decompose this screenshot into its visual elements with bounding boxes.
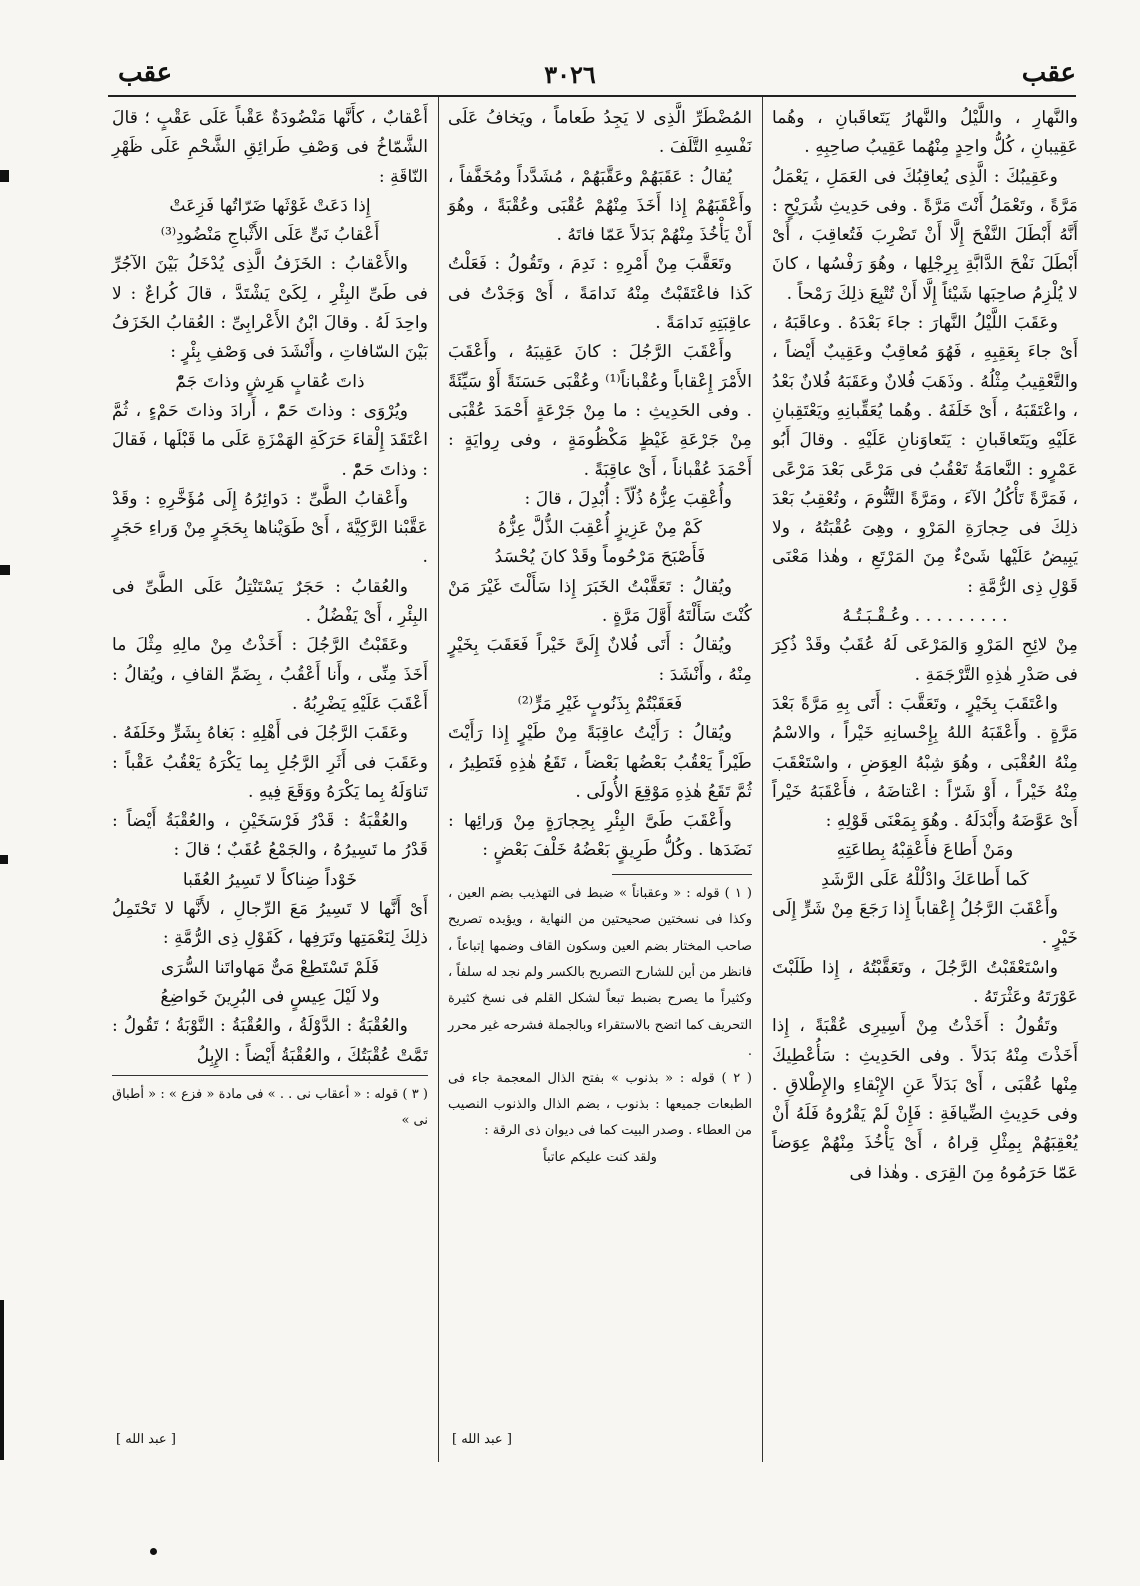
paragraph: والعُقْبَةُ : الدَّوْلَةُ ، والعُقْبَةُ : النَّوْبَةُ ؛ تَقُولُ : تَمَّتْ عُقْبَتُكَ ، والعُقْبَةُ أَيْضاً : الإِبِلُ	[112, 1016, 428, 1066]
paragraph: وأُعْقِبَ عِزُّهُ ذُلّاً : أُبْدِلَ ، قالَ :	[524, 488, 732, 509]
headword-left: عقب	[118, 58, 173, 88]
scan-mark	[0, 170, 9, 182]
paragraph: وأَعْقَبَ الرَّجُلُ إِعْقاباً إِذا رَجَعَ مِنْ شَرٍّ إِلَى خَيْرٍ .	[772, 899, 1078, 949]
paragraph: ويُرْوَى : وذاتَ حَمّْ ، أَرادَ وذاتَ حَمْءٍ ، ثُمَّ اعْتَقَدَ إِلْقاءَ حَرَكَةِ الهَمْزَةِ عَلَى ما قَبْلَها ، فَقالَ : وذاتَ حَمّْ .	[112, 400, 428, 480]
paragraph: المُضْطَرِّ الَّذِى لا يَجِدُ طَعاماً ، ويَخافُ عَلَى نَفْسِهِ التَّلَفَ .	[448, 108, 752, 158]
paragraph: والعُقْبَةُ : قَدْرُ فَرْسَخَيْنِ ، والعُقْبَةُ أَيْضاً : قَدْرُ ما تَسِيرُهُ ، والجَمْعُ عُقَبٌ ؛ قالَ :	[112, 811, 428, 861]
signature: [ عبد الله ]	[452, 1432, 512, 1447]
verse-line: خَوْداً ضِناكاً لا تَسِيرُ العُقَبا	[182, 869, 358, 890]
paragraph: أَىْ أَنَّها لا تَسِيرُ مَعَ الرِّجالِ ، لأَنَّها لا تَحْتَمِلُ ذلِكَ لِنَعْمَتِها وتَرَفِها ، كَقَوْلِ ذِى الرُّمَّةِ :	[112, 899, 428, 949]
paragraph: وعَقَبَ اللَّيْلُ النَّهارَ : جاءَ بَعْدَهُ . وعاقَبَهُ ، أَىْ جاءَ بِعَقِبِهِ ، فَهُوَ مُعاقِبٌ وعَقِيبٌ أَيْضاً ، والتَّعْقِيبُ مِثْلُهُ . وذَهَبَ فُلانٌ وعَقَبَهُ فُلانٌ بَعْدُ ، واعْتَقَبَهُ ، أَىْ خَلَفَهُ . وهُما يُعَقِّبانِهِ ويَعْتَقِبانِ عَلَيْهِ ويَتَعاقَبانِ : يَتَعاوَنانِ عَلَيْهِ . وقالَ أَبُو عَمْرٍو : النَّعامَةُ تَعْقُبُ فى مَرْعًى بَعْدَ مَرْعًى ، فَمَرَّةً تَأْكُلُ الآءَ ، ومَرَّةً التَّنُّومَ ، وتُعْقِبُ بَعْدَ ذلِكَ فى حِجارَةِ المَرْوِ ، وهِىَ عُقْبَتُهُ ، ولا يَبِيضُ عَلَيْها شَىْءٌ مِنَ المَرْتَعِ ، وهٰذا مَعْنَى قَوْلِ ذِى الرُّمَّةِ :	[772, 313, 1078, 597]
paragraph: واسْتَعْقَبْتُ الرَّجُلَ ، وتَعَقَّبْتُهُ ، إِذا طَلَبْتَ عَوْرَتَهُ وعَثْرَتَهُ .	[772, 957, 1078, 1007]
scan-dot	[150, 1548, 157, 1555]
verse-line: ومَنْ أَطاعَ فأَعْقِبْهُ بِطاعَتِهِ	[836, 840, 1014, 861]
paragraph: ويُقالُ : أَتَى فُلانٌ إِلَىَّ خَيْراً فَعَقَبَ بِخَيْرٍ مِنْهُ ، وأَنْشَدَ :	[448, 635, 752, 685]
verse-line: ولا لَيْلَ عِيسٍ فى البُرِينَ خَواضِعُ	[160, 986, 380, 1007]
column-divider-left	[438, 97, 439, 1462]
footnote: ( ٢ ) قوله : « بذنوب » بفتح الذال المعجمة جاء فى الطبعات جميعها : بذنوب ، بضم الذال والذنوب النصيب من العطاء . وصدر البيت كما فى ديوان ذى الرقة :	[448, 1070, 752, 1139]
footnote-rule	[112, 1075, 428, 1076]
footnotes	[448, 881, 752, 1171]
signature: [ عبد الله ]	[116, 1432, 176, 1447]
scan-mark	[0, 1300, 4, 1460]
paragraph: واعْتَقَبَ بِخَيْرٍ ، وتَعَقَّبَ : أَتَى بِهِ مَرَّةً بَعْدَ مَرَّةٍ . وأَعْقَبَهُ اللهُ بِإِحْسانِهِ خَيْراً ، والاسْمُ مِنْهُ العُقْبَى ، وهُوَ شِبْهُ العِوَضِ ، واسْتَعْقَبَ مِنْهُ خَيْراً ، أَوْ شَرّاً : اعْتاضَهُ ، فأَعْقَبَهُ خَيْراً أَىْ عَوَّضَهُ وأَبْدَلَهُ . وهُوَ بِمَعْنَى قَوْلِهِ :	[772, 693, 1078, 832]
headword-right: عقب	[1021, 58, 1076, 88]
paragraph: وأَعْقابُ الطَّىِّ : دَوائِرُهُ إِلَى مُؤَخَّرِهِ : وقَدْ عَقَّبْنا الرَّكِيَّةَ ، أَىْ طَوَيْناها بِحَجَرٍ مِنْ وَراءِ حَجَرٍ .	[112, 488, 428, 568]
paragraph: وأَعْقَبَ الرَّجُلَ : كانَ عَقِيبَهُ ، وأَعْقَبَ الأَمْرَ إِعْقاباً وعُقْباناً⁽¹⁾ وعُقْبَى حَسَنَةً أَوْ سَيِّئَةً . وفى الحَدِيثِ : ما مِنْ جَرْعَةٍ أَحْمَدَ عُقْبَى مِنْ جَرْعَةِ غَيْظٍ مَكْظُومَةٍ ، وفى رِوايَةٍ : أَحْمَدَ عُقْباناً ، أَىْ عاقِبَةً .	[448, 342, 753, 480]
verse-line: فَلَمْ تَسْتَطِعْ مَىٌّ مَهاواتَنا السُّرَى	[160, 957, 380, 978]
scan-mark	[0, 565, 10, 575]
paragraph: وأَعْقَبَ طَىَّ البِئْرِ بِحِجارَةٍ مِنْ وَرائِها : نَضَدَها . وكُلُّ طَرِيقٍ بَعْضُهُ خَلْفَ بَعْضٍ :	[448, 811, 752, 861]
verse-line: أَعْقابُ نَىٍّ عَلَى الأَثْباجِ مَنْضُودِ⁽³⁾	[160, 225, 380, 246]
footnote: ( ٣ ) قوله : « أعقاب نى . . » فى مادة « فزع » : « أطباق نى »	[112, 1086, 428, 1129]
verse-line: إِذا دَعَتْ غَوْثَها ضَرّاتُها فَزِعَتْ	[169, 195, 371, 216]
paragraph: يُقالُ : عَقَبَهُمْ وعَقَّبَهُمْ ، مُشَدَّداً ومُخَفَّفاً ، وأَعْقَبَهُمْ إِذا أَخَذَ مِنْهُمْ عُقْبَى وعُقْبَةً ، وهُوَ أَنْ يَأْخُذَ مِنْهُمْ بَدَلاً عَمّا فاتَهُ .	[448, 166, 752, 246]
verse-line: فَعَقَبْتُمْ بِذَنُوبٍ غَيْرِ مَرٍّ⁽²⁾	[517, 693, 683, 714]
footnote: ( ١ ) قوله : « وعقباناً » ضبط فى التهذيب بضم العين ، وكذا فى نسختين صحيحتين من النهاية ، ويؤيده تصريح صاحب المختار بضم العين وسكون القاف وضمها إتباعاً ، فانظر من أين للشارح التصريح بالكسر ولم نجد له سلفاً ، وكثيراً ما يصرح بضبط تبعاً لشكل القلم فى نسخ كثيرة التحريف كما اتضح بالاستقراء وبالجملة فشرحه غير محرر .	[448, 885, 752, 1060]
paragraph: ويُقالُ : تَعَقَّبْتُ الخَبَرَ إِذا سَأَلْتَ غَيْرَ مَنْ كُنْتَ سَأَلْتَهُ أَوَّلَ مَرَّةٍ .	[448, 576, 752, 627]
paragraph: وتَقُولُ : أَخَذْتُ مِنْ أَسِيرِى عُقْبَةً ، إِذا أَخَذْتَ مِنْهُ بَدَلاً . وفى الحَدِيثِ : سَأُعْطِيكَ مِنْها عُقْبَى ، أَىْ بَدَلاً عَنِ الإِبْقاءِ والإِطْلاقِ . وفى حَدِيثِ الضِّيافَةِ : فَإِنْ لَمْ يَقْرُوهُ فَلَهُ أَنْ يُعْقِبَهُمْ بِمِثْلِ قِراهُ ، أَىْ يَأْخُذَ مِنْهُمْ عِوَضاً عَمّا حَرَمُوهُ مِنَ القِرَى . وهٰذا فى	[772, 1016, 1078, 1183]
scan-mark	[0, 855, 8, 864]
verse-line: فَأَصْبَحَ مَرْحُوماً وقَدْ كانَ يُحْسَدُ	[494, 547, 706, 568]
verse-line: كَما أَطاعَكَ وادْلُلْهُ عَلَى الرَّشَدِ	[821, 869, 1029, 890]
footnote-verse: ولقد كنت عليكم عاتباً	[543, 1149, 657, 1165]
paragraph: وعَقَبَ الرَّجُلَ فى أَهْلِهِ : بَغاهُ بِشَرٍّ وخَلَفَهُ . وعَقَبَ فى أَثَرِ الرَّجُلِ بِما يَكْرَهُ يَعْقُبُ عَقْباً : تَناوَلَهُ بِما يَكْرَهُ ووَقَعَ فِيهِ .	[112, 723, 428, 802]
paragraph: ويُقالُ : رَأَيْتُ عاقِبَةً مِنْ طَيْرٍ إِذا رَأَيْتَ طَيْراً يَعْقُبُ بَعْضُها بَعْضاً ، تَقَعُ هٰذِهِ فَتَطِيرُ ، ثُمَّ تَقَعُ هٰذِهِ مَوْقِعَ الأُولَى .	[448, 723, 752, 802]
paragraph: وعَقَبْتُ الرَّجُلَ : أَخَذْتُ مِنْ مالِهِ مِثْلَ ما أَخَذَ مِنِّى ، وأَنا أَعْقُبُ ، بِضَمِّ القافِ ، ويُقالُ : أَعْقَبَ عَلَيْهِ يَضْرِبُهُ .	[112, 635, 428, 714]
column-divider-right	[762, 97, 763, 1462]
footnotes	[112, 1082, 428, 1135]
paragraph: وتَعَقَّبَ مِنْ أَمْرِهِ : نَدِمَ ، وتَقُولُ : فَعَلْتُ كَذا فاعْتَقَبْتُ مِنْهُ نَدامَةً ، أَىْ وَجَدْتُ فى عاقِبَتِهِ نَدامَةً .	[448, 254, 752, 334]
paragraph: والأَعْقابُ : الخَزَفُ الَّذِى يُدْخَلُ بَيْنَ الآجُرِّ فى طَىِّ البِئْرِ ، لِكَىْ يَشْتَدَّ ، قالَ كُراعٌ : لا واحِدَ لَهُ . وقالَ ابْنُ الأَعْرابِىِّ : العُقابُ الخَزَفُ بَيْنَ السّافاتِ ، وأَنْشَدَ فى وَصْفِ بِئْرٍ :	[112, 254, 428, 363]
column-left	[112, 104, 428, 1135]
verse-line: ذاتَ عُقابٍ هَرِشٍ وذاتَ جَمّْ	[175, 371, 365, 392]
footnote-rule	[612, 874, 752, 875]
paragraph: أَعْقابٌ ، كأَنَّها مَنْضُودَةٌ عَقْباً عَلَى عَقْبٍ ؛ قالَ الشَّمّاخُ فى وَصْفِ طَرائِقِ الشَّحْمِ عَلَى ظَهْرِ النّاقَةِ :	[112, 108, 428, 187]
paragraph: وعَقِيبُكَ : الَّذِى يُعاقِبُكَ فى العَمَلِ ، يَعْمَلُ مَرَّةً ، وتَعْمَلُ أَنْتَ مَرَّةً . وفى حَدِيثِ شُرَيْحٍ : أَنَّهُ أَبْطَلَ النَّفْحَ إِلَّا أَنْ تَضْرِبَ فَتُعاقِبَ ، أَىْ أَبْطَلَ نَفْحَ الدَّابَّةِ بِرِجْلِها ، وهُوَ رَفْسُها ، كانَ لا يُلْزِمُ صاحِبَها شَيْئاً إِلَّا أَنْ تُتْبِعَ ذلِكَ رَمْحاً .	[772, 166, 1078, 304]
page-number: ٣٠٢٦	[544, 60, 596, 89]
column-right	[772, 104, 1078, 1188]
header-rule	[108, 95, 1076, 97]
page-header	[0, 58, 1140, 98]
paragraph: والعُقابُ : حَجَرٌ يَسْتَنْتِلُ عَلَى الطَّىِّ فى البِئْرِ ، أَىْ يَفْضُلُ .	[112, 576, 428, 627]
paragraph: والنَّهارِ ، واللَّيْلُ والنَّهارُ يَتَعاقَبانِ ، وهُما عَقِيبانِ ، كُلُّ واحِدٍ مِنْهُما عَقِيبُ صاحِبِهِ .	[772, 108, 1078, 158]
verse-line: كَمْ مِنْ عَزِيزٍ أُعْقِبَ الذُّلَّ عِزُّهُ	[497, 518, 703, 539]
verse-line: . . . . . . . . . وعُـقْـبَـتُـهُ	[842, 606, 1008, 627]
paragraph: مِنْ لائِحِ المَرْوِ وَالمَرْعَى لَهُ عُقَبُ وقَدْ ذُكِرَ فى صَدْرِ هٰذِهِ التَّرْجَمَةِ .	[772, 635, 1078, 685]
column-middle	[448, 104, 752, 1171]
